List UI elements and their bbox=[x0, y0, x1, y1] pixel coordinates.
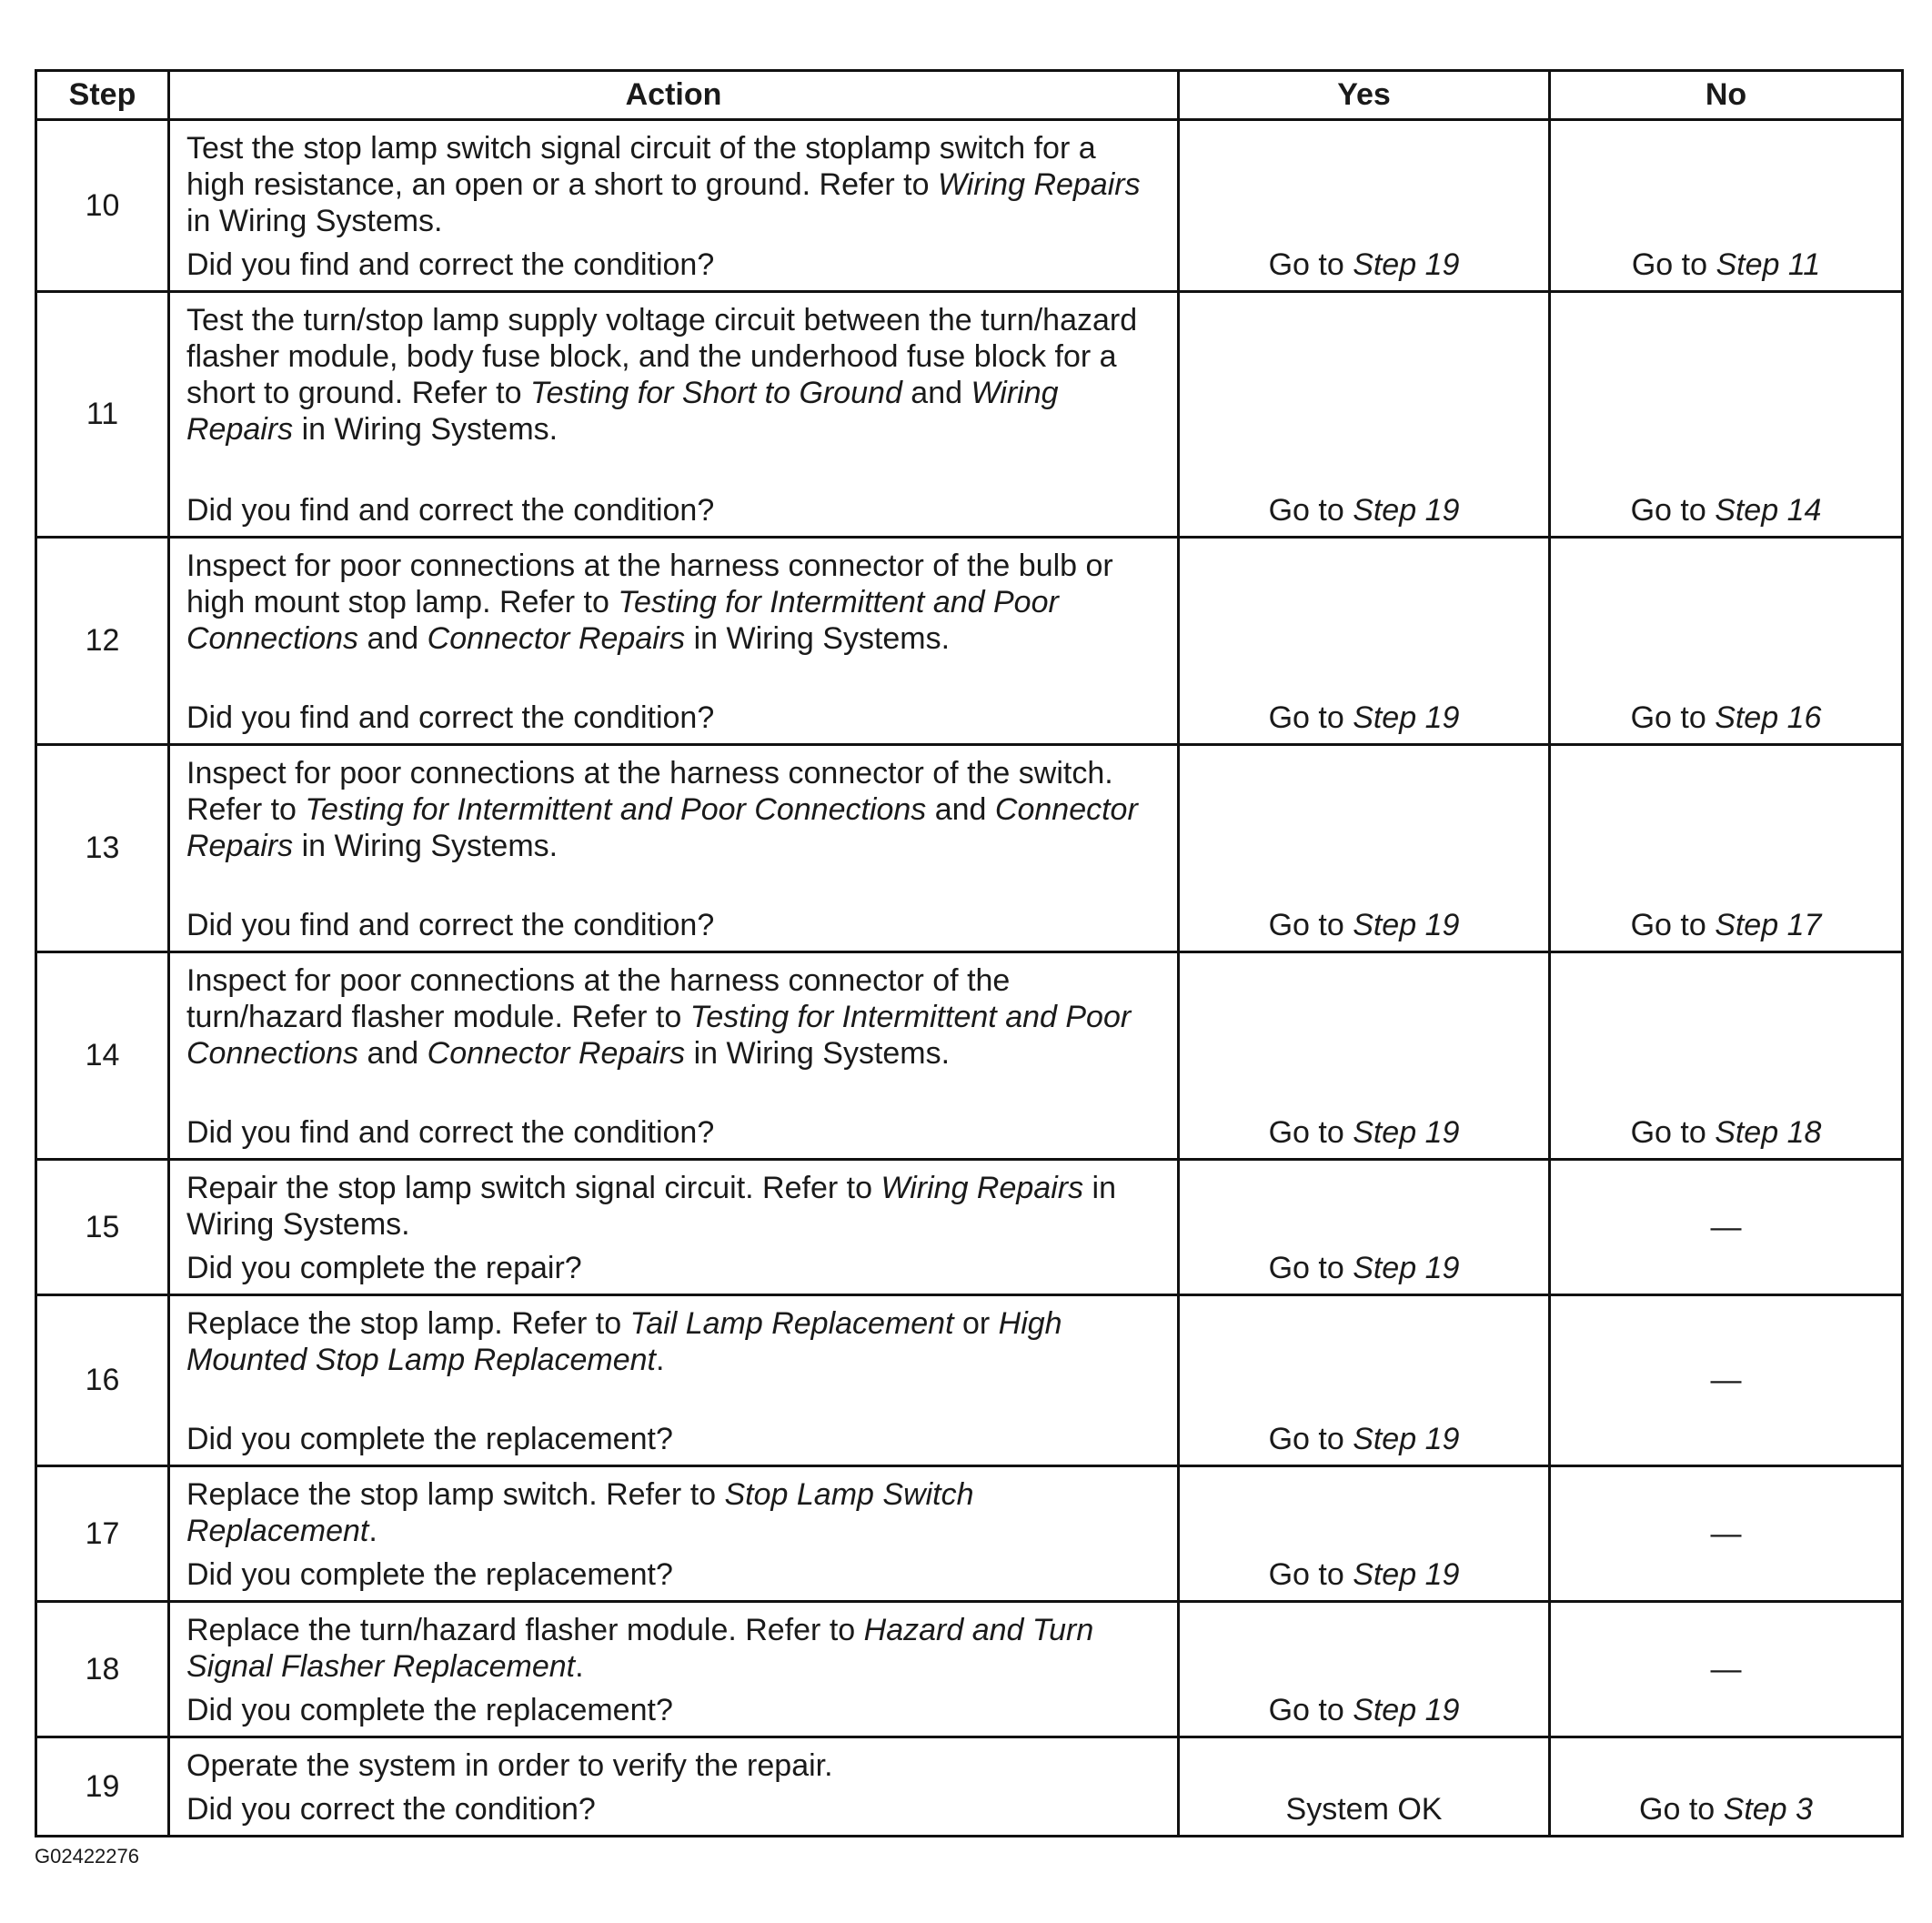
text-run: in Wiring Systems. bbox=[293, 412, 558, 447]
text-run: Go to bbox=[1268, 908, 1353, 942]
action-cell bbox=[169, 292, 1179, 538]
table-row bbox=[36, 1466, 1903, 1602]
text-run: System OK bbox=[1285, 1792, 1443, 1827]
header-yes: Yes bbox=[1179, 71, 1550, 120]
no-result bbox=[1550, 1602, 1903, 1737]
reference-link-text: Tail Lamp Replacement bbox=[629, 1306, 954, 1341]
text-run: Go to bbox=[1268, 1422, 1353, 1456]
diagnostic-table bbox=[35, 69, 1904, 1837]
text-run: Replace the stop lamp. Refer to bbox=[186, 1306, 630, 1341]
reference-link-text: Wiring Repairs bbox=[880, 1171, 1084, 1205]
reference-link-text: Step 14 bbox=[1715, 493, 1822, 528]
text-run: — bbox=[1710, 1651, 1742, 1686]
step-number: 10 bbox=[36, 120, 169, 292]
text-run: Go to bbox=[1268, 700, 1353, 735]
reference-link-text: Step 19 bbox=[1353, 1422, 1460, 1456]
reference-link-text: Wiring Repairs bbox=[937, 167, 1141, 202]
table-row bbox=[36, 120, 1903, 292]
yes-result bbox=[1179, 1737, 1550, 1837]
text-run: Inspect for poor connections at the harness connector of the switch. Refer to bbox=[186, 756, 1113, 827]
action-question: Did you find and correct the condition? bbox=[186, 247, 715, 282]
header-action: Action bbox=[169, 71, 1179, 120]
text-run: Go to bbox=[1631, 247, 1716, 282]
action-question: Did you correct the condition? bbox=[186, 1792, 596, 1827]
yes-result bbox=[1179, 745, 1550, 952]
step-number: 13 bbox=[36, 745, 169, 952]
no-result bbox=[1550, 952, 1903, 1160]
text-run: Inspect for poor connections at the harness connector of the turn/hazard flasher module. Refer to bbox=[186, 963, 1011, 1034]
reference-link-text: Step 18 bbox=[1715, 1115, 1822, 1150]
table-row bbox=[36, 1737, 1903, 1837]
reference-link-text: Step 19 bbox=[1353, 1251, 1460, 1285]
text-run: in Wiring Systems. bbox=[685, 1036, 951, 1071]
reference-link-text: Testing for Intermittent and Poor Connections bbox=[186, 585, 1059, 656]
reference-link-text: Step 3 bbox=[1723, 1792, 1813, 1827]
action-cell bbox=[169, 120, 1179, 292]
action-text bbox=[186, 548, 1161, 657]
text-run: Inspect for poor connections at the harness connector of the bulb or high mount stop lamp. Refer to bbox=[186, 549, 1113, 619]
step-number: 12 bbox=[36, 538, 169, 745]
text-run: Go to bbox=[1630, 908, 1716, 942]
text-run: and bbox=[358, 621, 428, 656]
text-run: Go to bbox=[1268, 1115, 1353, 1150]
action-cell bbox=[169, 1160, 1179, 1295]
step-number: 16 bbox=[36, 1295, 169, 1466]
text-run: — bbox=[1710, 1363, 1742, 1397]
text-run: Go to bbox=[1268, 1693, 1353, 1727]
yes-result bbox=[1179, 1160, 1550, 1295]
figure-code: G02422276 bbox=[35, 1845, 139, 1868]
action-text bbox=[186, 1170, 1161, 1243]
action-text bbox=[186, 755, 1161, 864]
yes-result bbox=[1179, 120, 1550, 292]
text-run: Go to bbox=[1630, 1115, 1716, 1150]
text-run: — bbox=[1710, 1209, 1742, 1244]
text-run: . bbox=[655, 1343, 665, 1377]
step-number: 11 bbox=[36, 292, 169, 538]
action-text bbox=[186, 962, 1161, 1072]
yes-result bbox=[1179, 952, 1550, 1160]
reference-link-text: Step 19 bbox=[1353, 700, 1460, 735]
action-cell bbox=[169, 1737, 1179, 1837]
reference-link-text: Step 16 bbox=[1715, 700, 1822, 735]
action-question: Did you complete the replacement? bbox=[186, 1557, 673, 1592]
step-number: 19 bbox=[36, 1737, 169, 1837]
reference-link-text: Connector Repairs bbox=[186, 792, 1138, 863]
action-text bbox=[186, 1305, 1161, 1378]
header-step: Step bbox=[36, 71, 169, 120]
action-cell bbox=[169, 1602, 1179, 1737]
reference-link-text: Step 19 bbox=[1353, 1115, 1460, 1150]
action-cell bbox=[169, 1466, 1179, 1602]
action-cell bbox=[169, 538, 1179, 745]
table-row bbox=[36, 1295, 1903, 1466]
action-text bbox=[186, 1612, 1161, 1685]
action-question: Did you complete the repair? bbox=[186, 1251, 582, 1285]
reference-link-text: Testing for Short to Ground bbox=[529, 376, 902, 410]
text-run: and bbox=[926, 792, 995, 827]
no-result bbox=[1550, 538, 1903, 745]
reference-link-text: Step 19 bbox=[1353, 908, 1460, 942]
reference-link-text: Step 19 bbox=[1353, 493, 1460, 528]
text-run: and bbox=[901, 376, 971, 410]
action-text bbox=[186, 302, 1161, 448]
text-run: Replace the stop lamp switch. Refer to bbox=[186, 1477, 725, 1512]
action-question: Did you find and correct the condition? bbox=[186, 908, 715, 942]
no-result bbox=[1550, 745, 1903, 952]
action-question: Did you complete the replacement? bbox=[186, 1422, 673, 1456]
reference-link-text: Connector Repairs bbox=[427, 1036, 686, 1071]
action-text bbox=[186, 1476, 1161, 1549]
text-run: Operate the system in order to verify the repair. bbox=[186, 1748, 833, 1783]
no-result bbox=[1550, 120, 1903, 292]
yes-result bbox=[1179, 1466, 1550, 1602]
reference-link-text: High Mounted Stop Lamp Replacement bbox=[186, 1306, 1062, 1377]
table-row bbox=[36, 292, 1903, 538]
reference-link-text: Step 19 bbox=[1353, 1693, 1460, 1727]
text-run: Go to bbox=[1630, 493, 1716, 528]
text-run: Test the stop lamp switch signal circuit of the stoplamp switch for a high resistance, an open or a short to ground. Refer to bbox=[186, 131, 1096, 202]
reference-link-text: Connector Repairs bbox=[427, 621, 686, 656]
table-row bbox=[36, 745, 1903, 952]
step-number: 18 bbox=[36, 1602, 169, 1737]
text-run: Go to bbox=[1268, 493, 1353, 528]
no-result bbox=[1550, 1295, 1903, 1466]
text-run: in Wiring Systems. bbox=[186, 204, 443, 238]
action-cell bbox=[169, 952, 1179, 1160]
reference-link-text: Step 17 bbox=[1715, 908, 1822, 942]
reference-link-text: Wiring Repairs bbox=[186, 376, 1059, 447]
action-question: Did you find and correct the condition? bbox=[186, 493, 715, 528]
action-cell bbox=[169, 745, 1179, 952]
reference-link-text: Stop Lamp Switch Replacement bbox=[186, 1477, 974, 1548]
yes-result bbox=[1179, 1602, 1550, 1737]
action-text bbox=[186, 130, 1161, 239]
reference-link-text: Testing for Intermittent and Poor Connections bbox=[186, 1000, 1132, 1071]
no-result bbox=[1550, 292, 1903, 538]
header-no: No bbox=[1550, 71, 1903, 120]
text-run: Go to bbox=[1630, 700, 1716, 735]
text-run: in Wiring Systems. bbox=[186, 1171, 1117, 1242]
text-run: Test the turn/stop lamp supply voltage circuit between the turn/hazard flasher module, body fuse block, and the underhood fuse block for a short to ground. Refer to bbox=[186, 303, 1138, 410]
step-number: 17 bbox=[36, 1466, 169, 1602]
action-text bbox=[186, 1747, 1161, 1784]
text-run: or bbox=[953, 1306, 999, 1341]
action-question: Did you find and correct the condition? bbox=[186, 700, 715, 735]
reference-link-text: Step 19 bbox=[1353, 247, 1460, 282]
text-run: Go to bbox=[1268, 247, 1353, 282]
yes-result bbox=[1179, 1295, 1550, 1466]
text-run: in Wiring Systems. bbox=[685, 621, 951, 656]
table-row bbox=[36, 538, 1903, 745]
action-question: Did you find and correct the condition? bbox=[186, 1115, 715, 1150]
action-cell bbox=[169, 1295, 1179, 1466]
no-result bbox=[1550, 1737, 1903, 1837]
text-run: Go to bbox=[1639, 1792, 1724, 1827]
reference-link-text: Hazard and Turn Signal Flasher Replacement bbox=[186, 1613, 1094, 1684]
text-run: in Wiring Systems. bbox=[293, 829, 558, 863]
text-run: Go to bbox=[1268, 1557, 1353, 1592]
yes-result bbox=[1179, 292, 1550, 538]
text-run: Repair the stop lamp switch signal circuit. Refer to bbox=[186, 1171, 881, 1205]
table-row bbox=[36, 952, 1903, 1160]
no-result bbox=[1550, 1466, 1903, 1602]
table-row bbox=[36, 1602, 1903, 1737]
reference-link-text: Step 11 bbox=[1716, 247, 1821, 282]
text-run: — bbox=[1710, 1515, 1742, 1551]
text-run: Replace the turn/hazard flasher module. Refer to bbox=[186, 1613, 864, 1647]
text-run: Go to bbox=[1268, 1251, 1353, 1285]
yes-result bbox=[1179, 538, 1550, 745]
table-row bbox=[36, 1160, 1903, 1295]
header-row bbox=[36, 71, 1903, 120]
reference-link-text: Step 19 bbox=[1353, 1557, 1460, 1592]
step-number: 15 bbox=[36, 1160, 169, 1295]
text-run: and bbox=[358, 1036, 428, 1071]
no-result bbox=[1550, 1160, 1903, 1295]
action-question: Did you complete the replacement? bbox=[186, 1693, 673, 1727]
text-run: . bbox=[368, 1514, 377, 1548]
step-number: 14 bbox=[36, 952, 169, 1160]
text-run: . bbox=[575, 1649, 584, 1684]
reference-link-text: Testing for Intermittent and Poor Connections bbox=[305, 792, 927, 827]
